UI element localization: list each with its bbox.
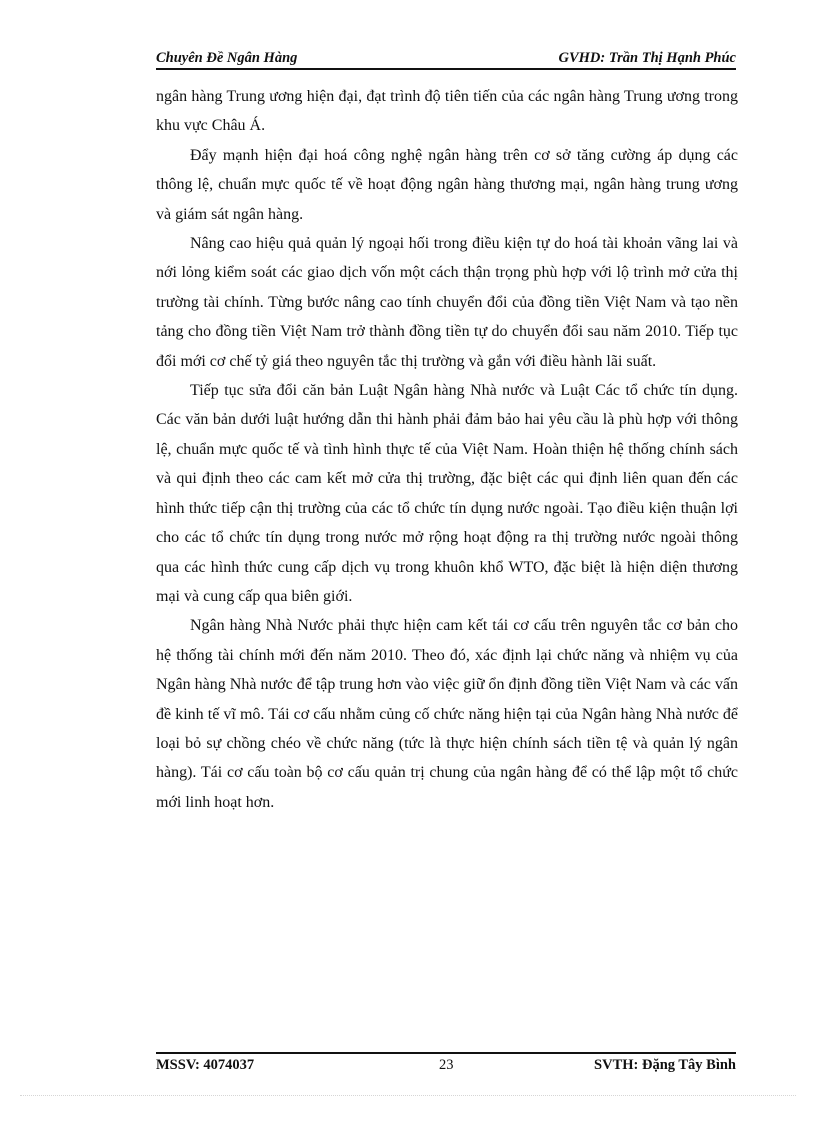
paragraph: Đẩy mạnh hiện đại hoá công nghệ ngân hàng trên cơ sở tăng cường áp dụng các thông lệ, chuẩn mực quốc tế về hoạt động ngân hàng thương mại, ngân hàng trung ương và giám sát ngân hàng. (156, 146, 738, 223)
paragraph: Ngân hàng Nhà Nước phải thực hiện cam kết tái cơ cấu trên nguyên tắc cơ bản cho hệ thống tài chính mới đến năm 2010. Theo đó, xác định lại chức năng và nhiệm vụ của Ngân hàng Nhà nước để tập trung hơn vào việc giữ ổn định đồng tiền Việt Nam và các vấn đề kinh tế vĩ mô. Tái cơ cấu nhằm củng cố chức năng hiện tại của Ngân hàng Nhà nước để loại bỏ sự chồng chéo về chức năng (tức là thực hiện chính sách tiền tệ và quản lý ngân hàng). Tái cơ cấu toàn bộ cơ cấu quản trị chung của ngân hàng để có thể lập một tổ chức mới linh hoạt hơn. (156, 617, 738, 811)
page-number: 23 (439, 1057, 454, 1073)
header-subject: Chuyên Đề Ngân Hàng (156, 50, 298, 66)
page-edge-divider (20, 1095, 796, 1096)
footer-student-name: SVTH: Đặng Tây Bình (594, 1057, 736, 1073)
paragraph-continuation: ngân hàng Trung ương hiện đại, đạt trình độ tiên tiến của các ngân hàng Trung ương trong khu vực Châu Á. (156, 88, 738, 135)
page-footer (156, 1052, 736, 1076)
paragraph: Nâng cao hiệu quả quản lý ngoại hối trong điều kiện tự do hoá tài khoản vãng lai và nới lỏng kiểm soát các giao dịch vốn một cách thận trọng phù hợp với lộ trình mở cửa thị trường tài chính. Từng bước nâng cao tính chuyển đổi của đồng tiền Việt Nam và tạo nền tảng cho đồng tiền Việt Nam trở thành đồng tiền tự do chuyển đổi sau năm 2010. Tiếp tục đổi mới cơ chế tỷ giá theo nguyên tắc thị trường và gắn với điều hành lãi suất. (156, 235, 738, 370)
header-supervisor: GVHD: Trần Thị Hạnh Phúc (558, 50, 736, 66)
page-header (156, 50, 736, 70)
body-text (156, 82, 738, 817)
footer-student-id: MSSV: 4074037 (156, 1057, 255, 1073)
paragraph: Tiếp tục sửa đổi căn bản Luật Ngân hàng Nhà nước và Luật Các tổ chức tín dụng. Các văn bản dưới luật hướng dẫn thi hành phải đảm bảo hai yêu cầu là phù hợp với thông lệ, chuẩn mực quốc tế và tình hình thực tế của Việt Nam. Hoàn thiện hệ thống chính sách và qui định theo các cam kết mở cửa thị trường, đặc biệt các qui định liên quan đến các hình thức tiếp cận thị trường của các tổ chức tín dụng nước ngoài. Tạo điều kiện thuận lợi cho các tổ chức tín dụng trong nước mở rộng hoạt động ra thị trường nước ngoài thông qua các hình thức cung cấp dịch vụ trong khuôn khổ WTO, đặc biệt là hiện diện thương mại và cung cấp qua biên giới. (156, 382, 738, 605)
